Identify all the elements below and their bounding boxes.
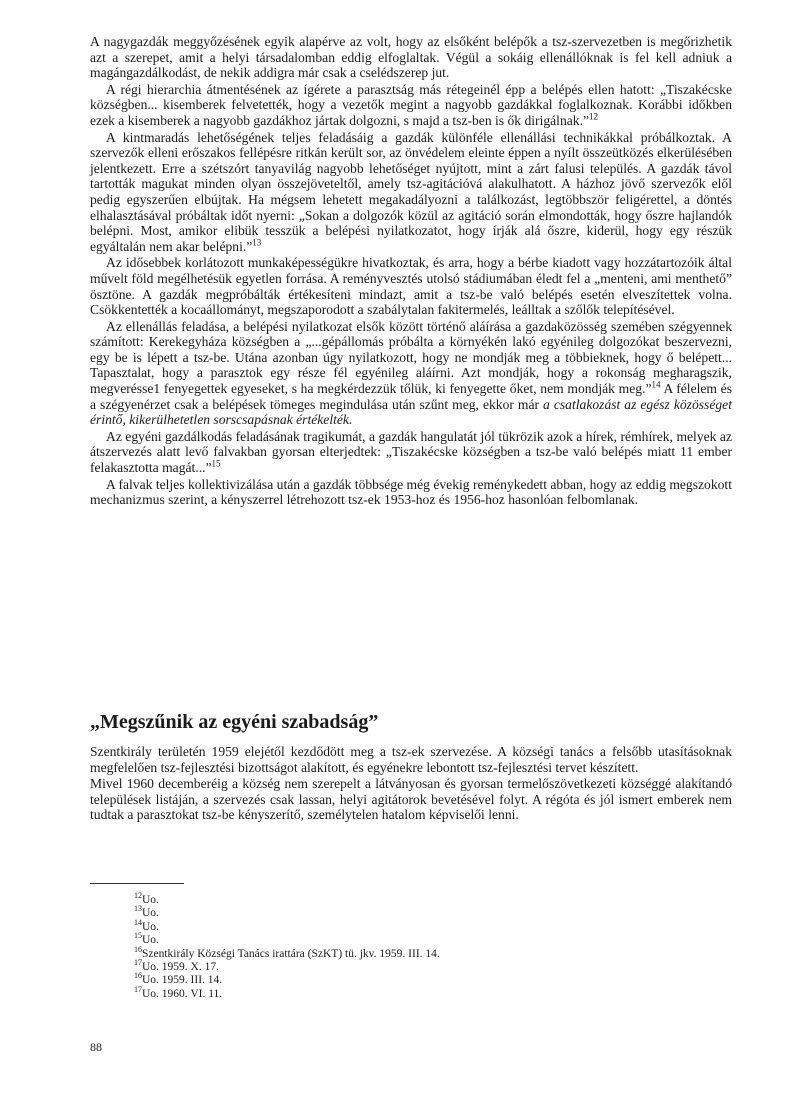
footnote <box>134 917 440 934</box>
footnote-number: 16 <box>134 971 142 981</box>
footnote-number: 17 <box>134 985 142 995</box>
paragraph <box>90 319 732 428</box>
section-text <box>90 744 732 824</box>
footnote-text: Uo. 1960. VI. 11. <box>142 987 223 1000</box>
footnote-number: 14 <box>134 917 142 927</box>
paragraph-text: A félelem és a szégyenérzet csak a belépések tömeges megindulása után szűnt meg, ekkor már <box>90 381 733 412</box>
footnote-number: 15 <box>134 931 142 941</box>
paragraph <box>90 429 732 476</box>
paragraph: A nagygazdák meggyőzésének egyik alapérve az volt, hogy az elsőként belépők a tsz-szervezetben is megőrizhetik azt a szerepet, amit a helyi társadalomban eddig elfoglaltak. Végül a sokáig ellenállóknak is fel kell adniuk a magángazdálkodást, de nekik addigra már csak a cselédszerep jut. <box>90 34 732 81</box>
footnote <box>134 958 440 974</box>
footnote-ref: 14 <box>651 379 661 390</box>
footnote <box>134 931 440 947</box>
footnote-divider <box>90 883 184 884</box>
paragraph-text: A régi hierarchia átmentésének az ígérete a parasztság más rétegeinél épp a belépés ellen hatott: „Tiszakécske községben... kisemberek felvetették, hogy a vezetők megint a nagyobb gazdákkal foglalkoznak. Korábbi időkben ezek a kisemberek a nagyobb gazdákhoz jártak dolgozni, s majd a tsz-ben is ők dirigálnak.” <box>90 81 732 128</box>
paragraph: Szentkirály területén 1959 elejétől kezdődött meg a tsz-ek szervezése. A községi tanács a felsőbb utasításoknak megfelelően tsz-fejlesztési bizottságot alakított, és egyénekre lebontott tsz-fejlesztési tervet készített. <box>90 744 732 775</box>
footnote-number: 16 <box>134 944 142 954</box>
footnote-text: Uo. 1959. III. 14. <box>142 974 223 987</box>
footnote <box>134 971 440 987</box>
footnote-number: 17 <box>134 958 142 968</box>
footnote-text: Uo. 1959. X. 17. <box>142 961 219 974</box>
footnote-text: Szentkirály Községi Tanács irattára (SzKT) tü. jkv. 1959. III. 14. <box>142 947 440 960</box>
footnote-ref: 13 <box>252 237 262 248</box>
footnote-text: Uo. <box>142 894 159 906</box>
paragraph <box>90 130 732 255</box>
body-text <box>90 34 732 509</box>
paragraph: A falvak teljes kollektivizálása után a gazdák többsége még évekig reménykedett abban, hogy az eddig megszokott mechanizmus szerint, a kényszerrel létrehozott tsz-ek 1953-hoz és 1956-hoz hasonlóan felbomlanak. <box>90 476 732 508</box>
section-heading: „Megszűnik az egyéni szabadság” <box>90 711 379 733</box>
footnote <box>134 891 440 907</box>
paragraph: Az idősebbek korlátozott munkaképességükre hivatkoztak, és arra, hogy a bérbe kiadott vagy hozzátartozóik által művelt föld megélhetésük egyetlen forrása. A reményvesztés utolsó stádiumában éledt fel a „menteni, ami menthető” ösztöne. A gazdák megpróbálták értékesíteni mindazt, amit a tsz-be való belépés esetén elveszítettek volna. Csökkentették a kocaállományt, megszaporodott a szabálytalan fakitermelés, leálltak a szőlők telepítésével. <box>90 255 732 318</box>
footnote <box>134 904 440 920</box>
footnote-text: Uo. <box>142 934 159 947</box>
footnotes <box>134 891 440 1001</box>
italic-text: a csatlakozást az egész közösséget érintő, kikerülhetetlen sorscsapásnak értékelték. <box>90 396 732 428</box>
footnote-number: 13 <box>134 904 142 914</box>
footnote-ref: 12 <box>589 111 599 122</box>
footnote <box>134 944 440 961</box>
footnote-ref: 15 <box>211 458 221 469</box>
paragraph <box>90 82 732 129</box>
paragraph-text: Az ellenállás feladása, a belépési nyilatkozat elsők között történő aláírása a gazdaközösség szemében szégyennek számított: Kerekegyháza községben a „...gépállomás próbálta a környékén lakó egyénileg dolgozókat beszervezni, egy be is lépett a tsz-be. Utána azonban úgy nyilatkozott, hogy ne mondják meg a többieknek, hogy ő belépett... Tapasztalat, hogy a parasztok egy része fél egyénileg aláírni. Azt mondják, hogy a rokonság megharagszik, megverésse1 fenyegettek egyeseket, s ha megkérdezzük tőlük, ki fenyegette őket, nem mondják meg.” <box>90 318 732 397</box>
footnote-text: Uo. <box>142 907 159 920</box>
paragraph-text: A kintmaradás lehetőségének teljes feladásáig a gazdák különféle ellenállási technikákkal próbálkoztak. A szervezők elleni erőszakos fellépésre ritkán került sor, az önvédelem eleinte éppen a nyílt összeütközés elkerülésében jelentkezett. Erre a szétszórt tanyavilág nagyobb lehetőséget nyújtott, mint a zárt falusi település. A gazdák távol tartották magukat minden olyan összejöveteltől, amely tsz-agitációvá alakulhatott. A házhoz jövő szervezők elől pedig egyszerűen elbújtak. Ha mégsem lehetett megakadályozni a találkozást, legtöbbször feligérettel, a döntés elhalasztásával próbáltak időt nyerni: „Sokan a dolgozók közül az agitáció során elmondották, hogy őszre hajlandók belépni. Most, amikor elibük tesszük a belépési nyilatkozatot, hogy írják alá őszre, kiderül, hogy egy részük egyáltalán nem akar belépni.” <box>90 129 732 254</box>
page-number: 88 <box>90 1040 102 1054</box>
footnote-number: 12 <box>134 891 142 901</box>
footnote <box>134 985 440 1001</box>
paragraph-text: Az egyéni gazdálkodás feladásának tragikumát, a gazdák hangulatát jól tükrözik azok a hírek, rémhírek, melyek az átszervezés alatt levő falvakban gyorsan elterjedtek: „Tiszakécske községben a tsz-be való belépés miatt 11 ember felakasztotta magát...” <box>90 428 732 476</box>
footnote-text: Uo. <box>142 920 159 933</box>
paragraph: Mivel 1960 decemberéig a község nem szerepelt a látványosan és gyorsan termelőszövetkezeti községgé alakítandó települések listáján, a szervezés csak lassan, helyi agitátorok bevetésével folyt. A régóta és jól ismert emberek nem tudtak a parasztokat tsz-be kényszerítő, személytelen hatalom képviselői lenni. <box>90 776 732 823</box>
